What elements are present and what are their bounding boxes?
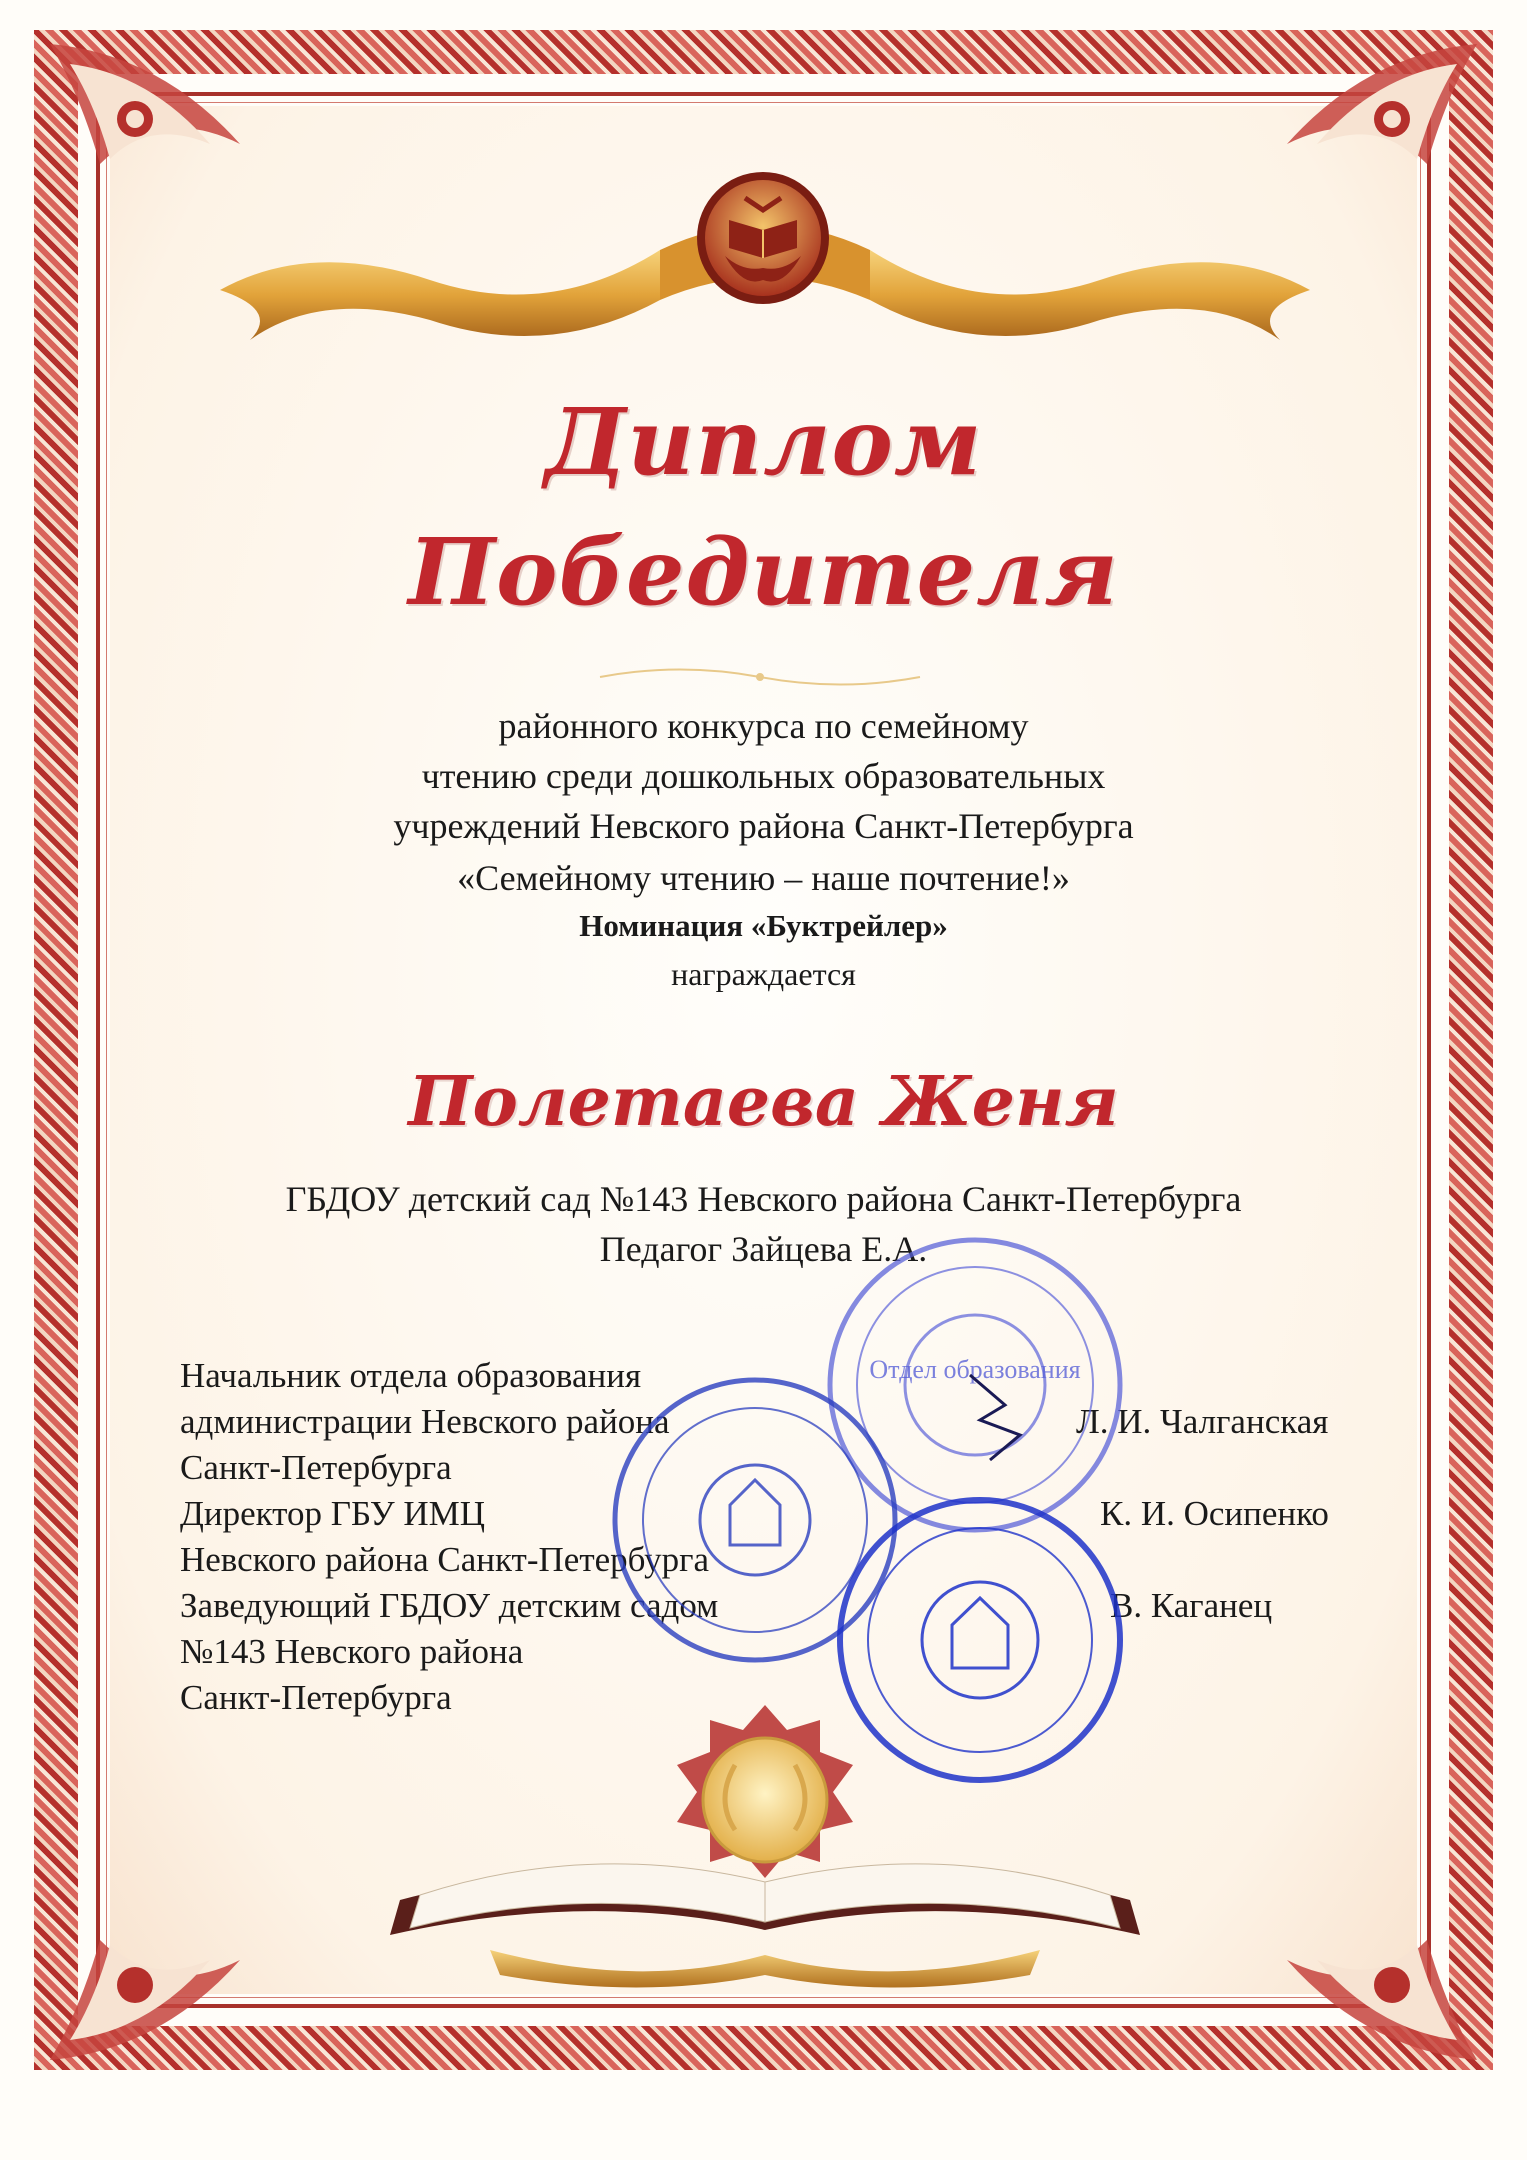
book-hands-emblem-icon [693,168,833,308]
signatory-name: В. Каганец [1110,1586,1273,1625]
awarded-text: награждается [671,956,856,992]
description-line: районного конкурса по семейному [498,706,1029,746]
stamp-kindergarten-icon [830,1490,1130,1790]
stamp-text: Отдел образования [869,1355,1081,1384]
description-line: чтению среди дошкольных образовательных [421,756,1106,796]
signatory-title-line: Санкт-Петербурга [180,1448,452,1487]
signatory-title-line: администрации Невского района [180,1402,670,1441]
corner-ornament-icon [40,1850,260,2070]
decorative-divider-icon [590,662,930,692]
contest-name: «Семейному чтению – наше почтение!» [457,858,1070,898]
signatory-title-line: Начальник отдела образования [180,1356,642,1395]
signatory-title-line: Заведующий ГБДОУ детским садом [180,1586,719,1625]
handwritten-signature-icon [950,1365,1040,1475]
signatory-title-line: Директор ГБУ ИМЦ [180,1494,486,1533]
organization-line: ГБДОУ детский сад №143 Невского района Санкт-Петербурга [285,1179,1242,1219]
teacher-line: Педагог Зайцева Е.А. [599,1229,928,1269]
corner-ornament-icon [1267,1850,1487,2070]
signatory-name: К. И. Осипенко [1100,1494,1329,1533]
signatory-title-line: Санкт-Петербурга [180,1678,452,1717]
description-line: учреждений Невского района Санкт-Петербурга [393,806,1134,846]
signatory-name: Л. И. Чалганская [1076,1402,1329,1441]
diploma-subtitle: Победителя [408,518,1119,626]
recipient-name: Полетаева Женя [408,1062,1119,1142]
signatory-title-line: Невского района Санкт-Петербурга [180,1540,710,1579]
signatory-title-line: №143 Невского района [180,1632,524,1671]
diploma-title: Диплом [544,388,983,496]
nomination: Номинация «Буктрейлер» [579,908,948,943]
